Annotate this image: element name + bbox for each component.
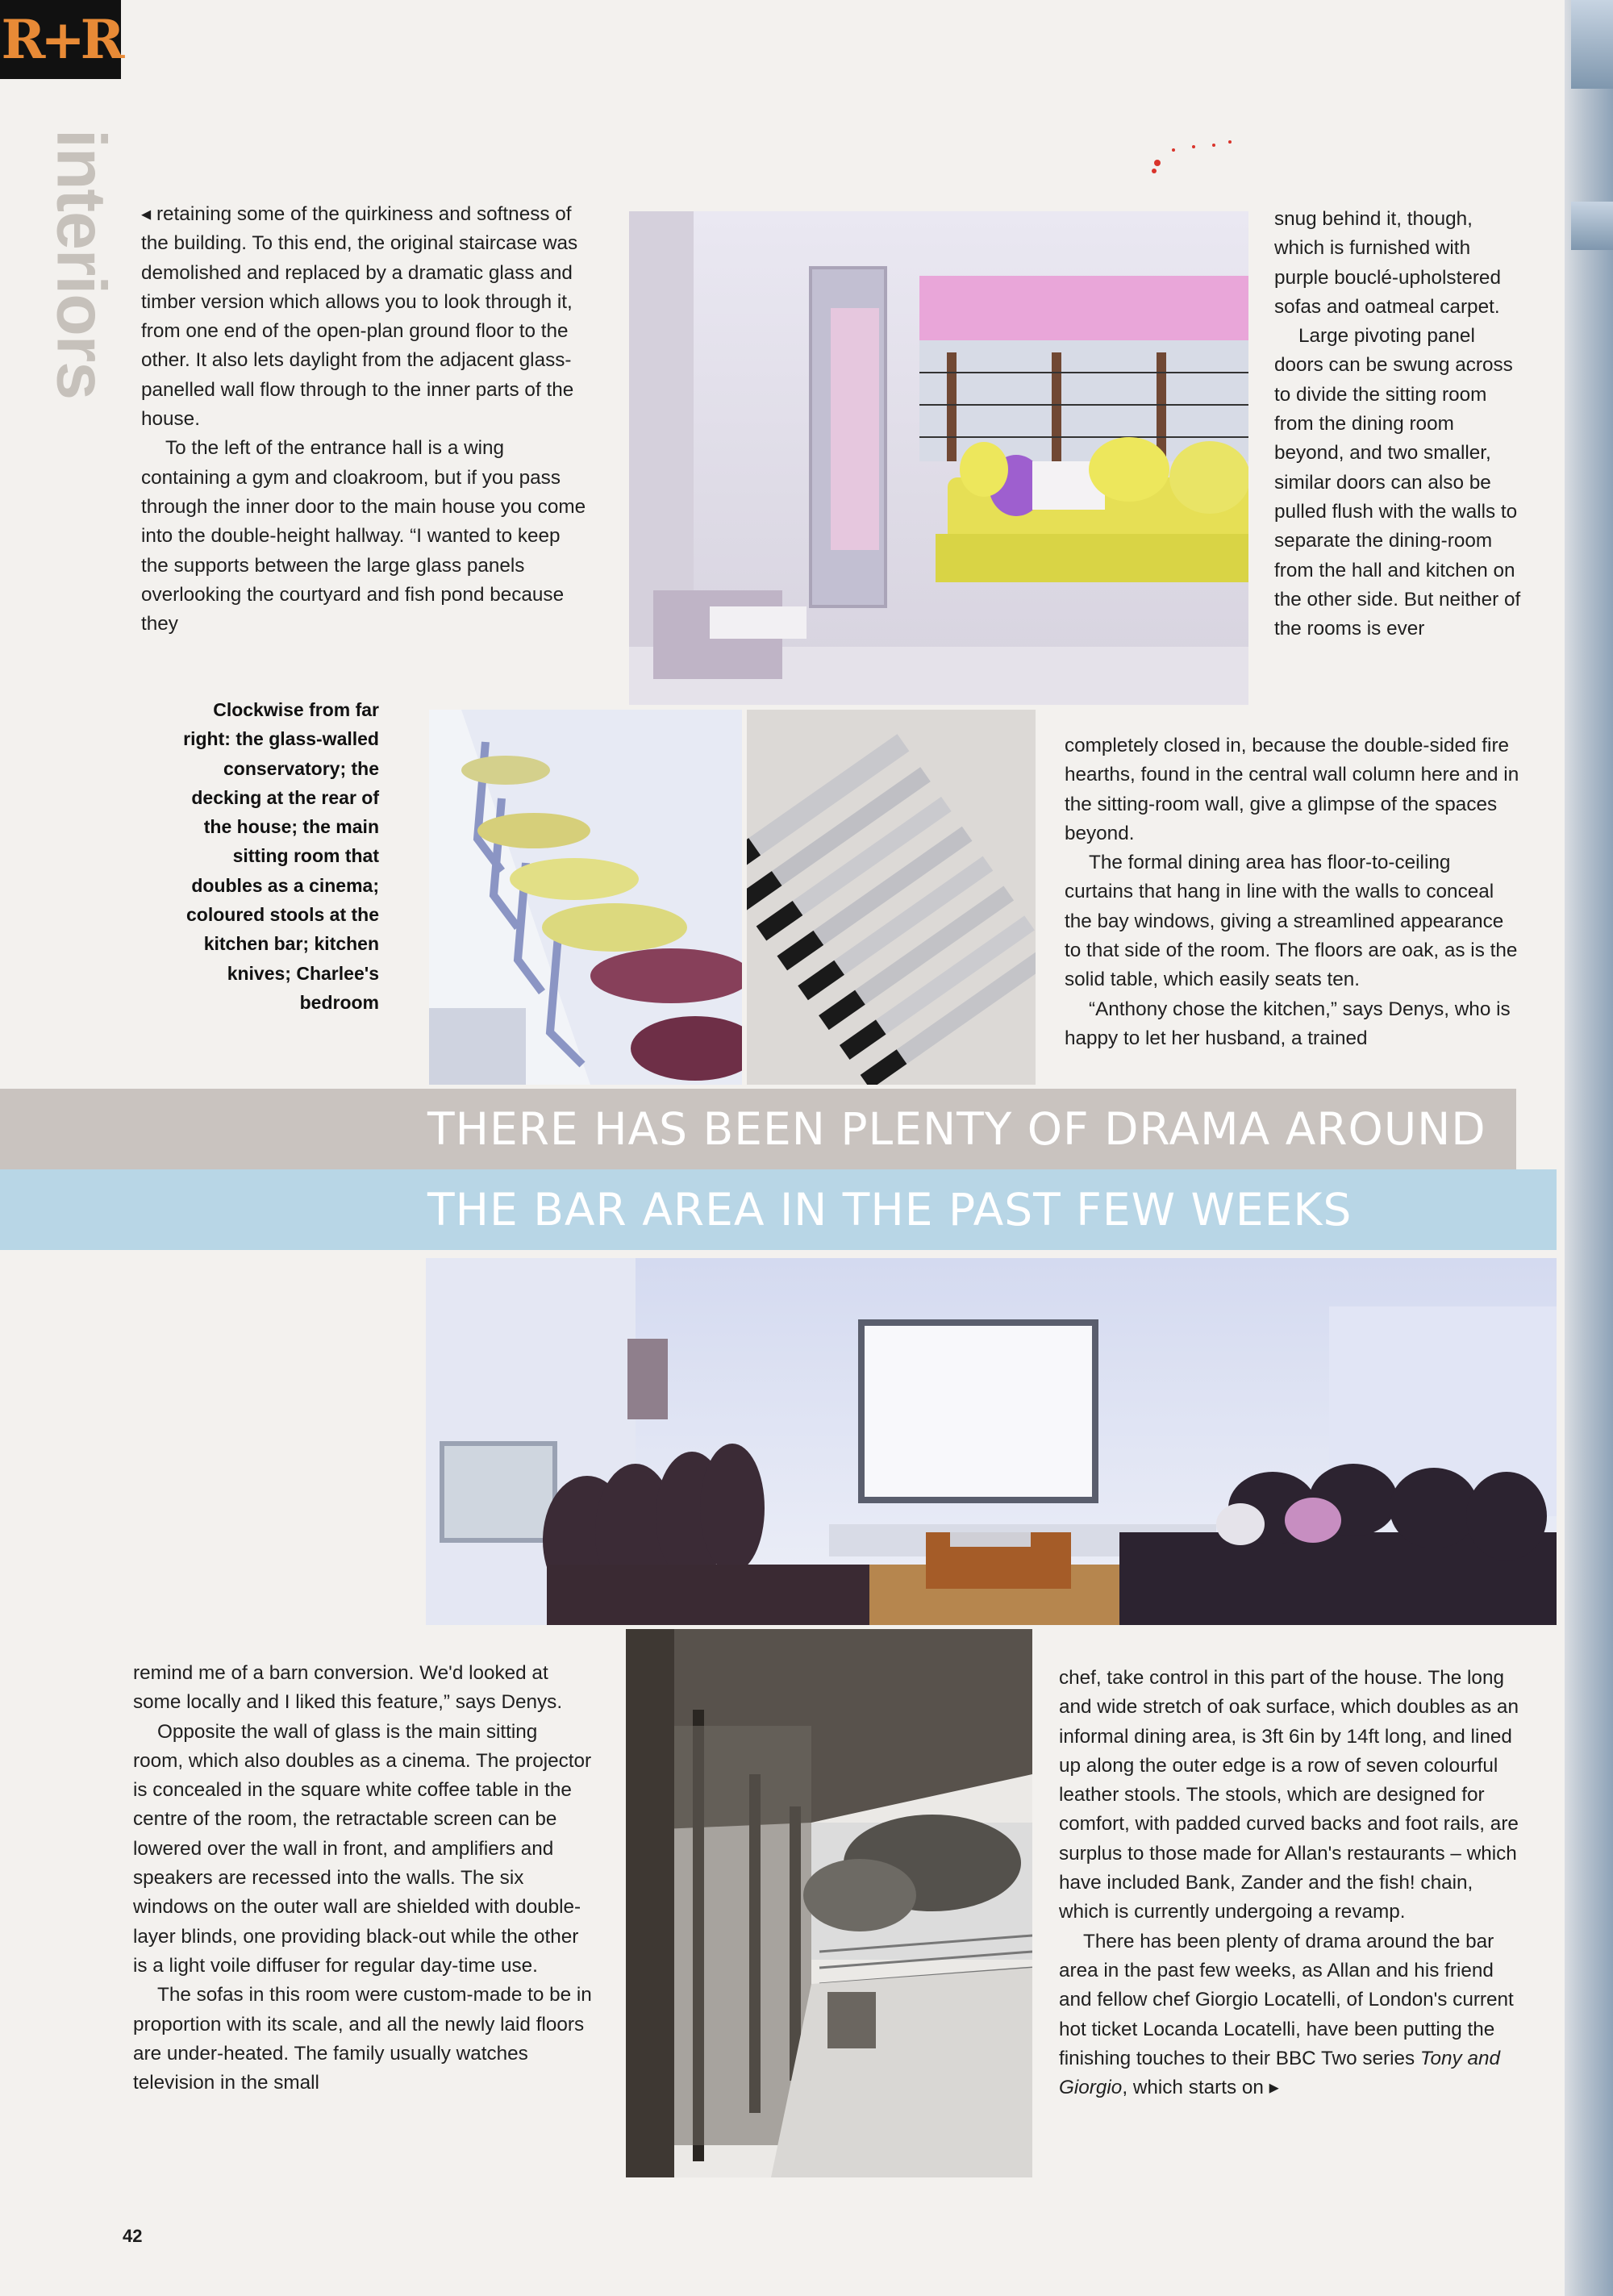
paragraph: To the left of the entrance hall is a wing containing a gym and cloakroom, but if you pass through the inner door to the main house you come into the double-height hallway. “I wanted to keep the supports between the large glass panels overlooking the courtyard and fish pond because they <box>141 437 586 635</box>
logo-text: R+R <box>1 8 120 71</box>
article-column-right-mid <box>1065 731 1524 1053</box>
paragraph: ◂ retaining some of the quirkiness and softness of the building. To this end, the original staircase was demolished and replaced by a dramatic glass and timber version which allows you to look through it, from one end of the open-plan ground floor to the other. It also lets daylight from the adjacent glass-panelled wall flow through to the inner parts of the house. <box>141 203 578 431</box>
section-label-text: interiors <box>42 128 120 400</box>
red-ink-specks <box>1149 139 1246 179</box>
series-title: Tony and Giorgio <box>1059 2047 1500 2099</box>
decking-photo <box>626 1629 1032 2177</box>
paragraph-text: There has been plenty of drama around the bar area in the past few weeks, as Allan and his friend and fellow chef Giorgio Locatelli, of London's current hot ticket Locanda Locatelli, have been putting the finishing touches to their BBC Two series <box>1059 1930 1514 2069</box>
bedroom-photo <box>629 211 1248 705</box>
article-column-right-bottom <box>1059 1664 1527 2102</box>
paragraph: “Anthony chose the kitchen,” says Denys, who is happy to let her husband, a trained <box>1065 998 1511 1049</box>
magazine-logo <box>0 0 121 79</box>
page-number: 42 <box>123 2226 143 2246</box>
paragraph: chef, take control in this part of the house. The long and wide stretch of oak surface, which doubles as an informal dining area, is 3ft 6in by 14ft long, and lined up along the outer edge is a row of seven colourful leather stools. The stools, which are designed for comfort, with padded curved backs and foot rails, are surplus to those made for Allan's restaurants – which have included Bank, Zander and the fish! chain, which is currently undergoing a revamp. <box>1059 1667 1519 1923</box>
paragraph: completely closed in, because the double-sided fire hearths, found in the central wall column here and in the sitting-room wall, give a glimpse of the spaces beyond. <box>1065 735 1519 844</box>
section-label <box>42 95 120 418</box>
kitchen-stools-photo <box>429 710 742 1085</box>
article-column-left-top <box>141 200 593 639</box>
paragraph: The formal dining area has floor-to-ceiling curtains that hang in line with the walls to conceal the bay windows, giving a streamlined appearance to that side of the room. The floors are oak, as is the solid table, which easily seats ten. <box>1065 852 1518 991</box>
paragraph-end: , which starts on ▸ <box>1122 2077 1279 2099</box>
paragraph: Large pivoting panel doors can be swung across to divide the sitting room from the dining room beyond, and two smaller, similar doors can also be pulled flush with the walls to separate the dining-room from the hall and kitchen on the other side. But neither of the rooms is ever <box>1274 325 1521 640</box>
article-column-right-top <box>1274 205 1524 644</box>
cinema-sitting-room-photo <box>426 1258 1557 1625</box>
pull-quote-line-1: THERE HAS BEEN PLENTY OF DRAMA AROUND <box>427 1103 1486 1155</box>
article-column-left-bottom <box>133 1659 593 2098</box>
paragraph: remind me of a barn conversion. We'd looked at some locally and I liked this feature,” says Denys. <box>133 1662 563 1714</box>
photo-caption: Clockwise from far right: the glass-walled conservatory; the decking at the rear of the house; the main sitting room that doubles as a cinema; coloured stools at the kitchen bar; kitchen knives; Charlee's bedroom <box>183 699 379 1013</box>
paragraph: snug behind it, though, which is furnished with purple bouclé-upholstered sofas and oatmeal carpet. <box>1274 208 1501 318</box>
adjacent-page-edge <box>1565 0 1613 2296</box>
paragraph: The sofas in this room were custom-made to be in proportion with its scale, and all the newly laid floors are under-heated. The family usually watches television in the small <box>133 1984 592 2094</box>
paragraph: Opposite the wall of glass is the main sitting room, which also doubles as a cinema. The projector is concealed in the square white coffee table in the centre of the room, the retractable screen can be lowered over the wall in front, and amplifiers and speakers are recessed into the walls. The six windows on the outer wall are shielded with double-layer blinds, one providing black-out while the other is a light voile diffuser for regular day-time use. <box>133 1720 592 1977</box>
pull-quote <box>0 1089 1557 1250</box>
pull-quote-line-2: THE BAR AREA IN THE PAST FEW WEEKS <box>427 1184 1353 1236</box>
kitchen-knives-photo <box>747 710 1036 1085</box>
paragraph <box>1059 1927 1527 2103</box>
